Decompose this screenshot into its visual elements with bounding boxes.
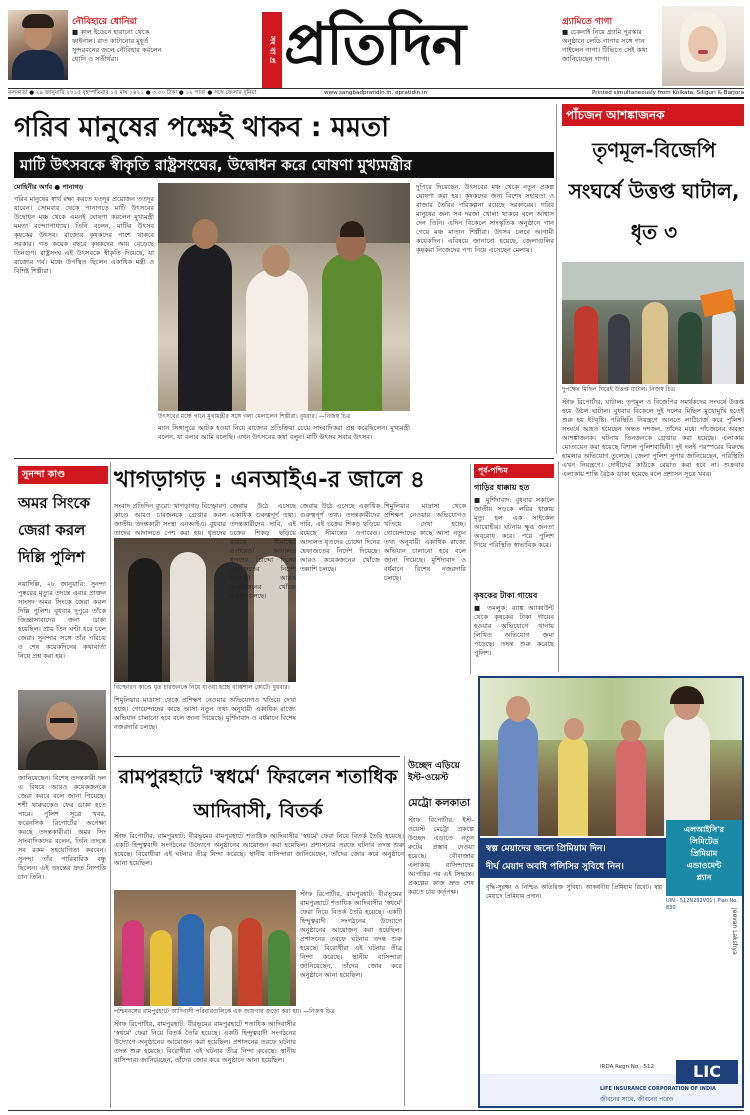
logo-badge-text: সং বা প্র bbox=[268, 36, 277, 64]
right-col-sep bbox=[558, 462, 559, 672]
right-lead-body: স্টাফ রিপোর্টার, ঘাটাল: তৃণমূল ও বিজেপির সমর্থকদের সংঘর্ষে উত্তপ্ত হয়ে উঠল ঘাটাল। বুধবার বিকেলে দুই দলের মিছিল মুখোমুখি হতেই শুরু হয় ইটবৃষ্টি। পরিস্থিতি নিয়ন্ত্রণে আনতে লাঠিচার্জ করে পুলিশ। সংঘর্ষে আহত হয়েছেন অন্তত দশজন, তাঁদের মধ্যে পাঁচজনের অবস্থা আশঙ্কাজনক। ঘটনায় তিনজনকে গ্রেপ্তার করা হয়েছে। এলাকায় মোতায়েন করা হয়েছে বিশাল পুলিশবাহিনী। দুই দলই পরস্পরের বিরুদ্ধে হামলার অভিযোগ তুলেছে। জেলা পুলিশ সুপার জানিয়েছেন, পরিস্থিতি এখন নিয়ন্ত্রণে। দোষীদের কাউকে রেয়াত করা হবে না। শুক্রবার এলাকায় শান্তি বৈঠক ডাকা হয়েছে বলে প্রশাসন সূত্রে খবর। bbox=[562, 398, 744, 478]
lic-logo-text: LIC bbox=[693, 1062, 721, 1081]
rampurhat-body-col2: স্টাফ রিপোর্টার, রামপুরহাট: বীরভূমের রামপুরহাটে শতাধিক আদিবাসীর 'স্বধর্মে' ফেরা নিয়ে বিতর্ক তৈরি হয়েছে। একটি হিন্দুত্ববাদী সংগঠনের উদ্যোগে অনুষ্ঠানের আয়োজন করা হয়েছিল। প্রশাসনের তরফে ঘটনার তদন্ত শুরু হয়েছে। বিরোধীরা এই ঘটনার তীব্র নিন্দা করেছে। স্থানীয় বাসিন্দারা জানিয়েছেন, তাঁদের জোর করে অনুষ্ঠানে আনা হয়েছিল। bbox=[300, 890, 402, 979]
left-promo-title[interactable]: নৌবিহারে ধোনিরা bbox=[72, 17, 138, 27]
purba-item2-title[interactable]: কৃষকের টাকা গায়েব bbox=[474, 591, 538, 600]
rampurhat-body: স্টাফ রিপোর্টার, রামপুরহাট: বীরভূমের রামপুরহাটে শতাধিক আদিবাসীর 'স্বধর্মে' ফেরা নিয়ে বিতর্ক তৈরি হয়েছে। একটি হিন্দুত্ববাদী সংগঠনের উদ্যোগে অনুষ্ঠানের আয়োজন করা হয়েছিল। প্রশাসনের তরফে ঘটনার তদন্ত শুরু হয়েছে। বিরোধীরা এই ঘটনার তীব্র নিন্দা করেছে। স্থানীয় বাসিন্দারা জানিয়েছেন, তাঁদের জোর করে অনুষ্ঠানে আনা হয়েছিল। bbox=[114, 832, 404, 867]
ad-photo bbox=[480, 678, 742, 836]
dateline: কলকাতা ● ২৯ জানুয়ারি ২০১৫ বৃহস্পতিবার ১৫ মাঘ ১৪২১ ● ৩.০০ টাকা ● ১২ পাতা ● সঙ্গে জেলার দুনিয়া bbox=[8, 90, 257, 96]
lic-name: LIFE INSURANCE CORPORATION OF INDIA bbox=[600, 1086, 716, 1092]
lead-body-left: গরিব মানুষের স্বার্থ রক্ষা করতে যতদূর প্রয়োজন ততদূর যাবেন। সোমবার থেকে পানাগড়ে মাটি উৎসবের উদ্বোধন মঞ্চ থেকে এমনই ঘোষণা করলেন মুখ্যমন্ত্রী মমতা বন্দ্যোপাধ্যায়। তিনি বলেন, মাটির উৎসব কৃষকের উৎসব। রাজ্যের কৃষকদের পাশে থাকবে সরকার। গত কয়েক বছরে কৃষকদের আয় বেড়েছে তিনগুণ। রাষ্ট্রসংঘ এই উৎসবকে স্বীকৃতি দিয়েছে, যা রাজ্যের গর্ব। মঞ্চে উপস্থিত ছিলেন একাধিক মন্ত্রী ও বিশিষ্ট শিল্পীরা। bbox=[14, 195, 154, 275]
metro-headline[interactable]: মেট্রো কলকাতা bbox=[408, 798, 470, 809]
lead-rule bbox=[14, 458, 554, 459]
gaga-photo[interactable] bbox=[662, 6, 744, 86]
logo-badge bbox=[262, 12, 282, 88]
masthead-rule bbox=[8, 97, 744, 99]
right-kicker[interactable]: পাঁচজন আশঙ্কাজনক bbox=[566, 108, 665, 122]
ad-badge-line5: প্ল্যান bbox=[696, 873, 712, 882]
khagragarh-body-col2: জেরায় উঠে এসেছে একাধিক গুরুত্বপূর্ণ তথ্য। তদন্তকারীদের দাবি, এই চক্রের শিকড় ছড়িয়ে রয়েছে সীমান্তের ওপারেও। আদালত ধৃতদের চোদ্দো দিনের হেফাজতের নির্দেশ দিয়েছে। আরও কয়েকজনের খোঁজে তল্লাশি চলছে। bbox=[300, 502, 380, 573]
amar-singh-photo[interactable] bbox=[18, 690, 106, 770]
ghatal-photo-caption: দুপক্ষের মিছিল ঘিরেই উত্তপ্ত ঘাটাল। নিজস্ব চিত্র bbox=[562, 386, 676, 393]
khagragarh-body-col3: শিমুলিয়ার মাদ্রাসা থেকে প্রশিক্ষণ নেওয়ার অভিযোগও খতিয়ে দেখা হচ্ছে। গোয়েন্দাদের কাছে আসা নতুন তথ্য অনুযায়ী একাধিক রাজ্যে অভিযান চালানো হবে বলে জানা গিয়েছে। মুর্শিদাবাদ ও বর্ধমানে বিশেষ নজরদারি চলছে। bbox=[384, 502, 466, 582]
purba-item2-body: ■ তমলুক: ব্যাঙ্ক অ্যাকাউন্ট থেকে কৃষকের টাকা গায়েব হওয়ার অভিযোগে থানায় লিখিত অভিযোগ জমা পড়েছে। তদন্ত শুরু করেছে পুলিশ। bbox=[474, 604, 554, 657]
website[interactable]: www.sangbadpratidin.in, epratidin.in bbox=[324, 90, 428, 96]
ad-badge-line3: প্রিমিয়াম bbox=[690, 849, 718, 858]
lead-subhead[interactable]: মাটি উৎসবকে স্বীকৃতি রাষ্ট্রসংঘের, উদ্বোধন করে ঘোষণা মুখ্যমন্ত্রীর bbox=[20, 156, 412, 174]
ad-uin: UIN - 512N292V01 | Plan No. 830 bbox=[666, 898, 738, 911]
lead-byline: মোহিনীর অর্ণব ● পানাগড় bbox=[14, 183, 84, 191]
rampurhat-headline[interactable]: রামপুরহাটে 'স্বধর্মে' ফিরলেন শতাধিক আদিবাসী, বিতর্ক bbox=[118, 766, 398, 822]
rampurhat-photo[interactable] bbox=[114, 890, 296, 1006]
purba-paschim-tag[interactable]: পূর্ব-পশ্চিম bbox=[478, 466, 508, 475]
left-promo-text: ■ কাল ইডেনে হারানো থেকে ফাইনাল। রাত কাটানোর মুহূর্ত সুন্দরবনের জলে নৌবিহার করলেন ধোনি ও সতীর্থরা। bbox=[72, 28, 162, 63]
lead-photo-caption: উৎসবের মঞ্চে গানে মুখ্যমন্ত্রীর সঙ্গে গলা মেলালেন শিল্পীরা। বুধবার। —নিজস্ব চিত্র bbox=[158, 413, 351, 420]
sunanda-headline[interactable]: অমর সিংকে জেরা করল দিল্লি পুলিশ bbox=[18, 494, 90, 566]
lead-body-right: দুপিরে দিয়েছেন, উৎসবের মঞ্চ থেকে নতুন প্রকল্প ঘোষণা করা হয়। কৃষকদের জন্য বিশেষ সহায়তা ও বাজার তৈরির পরিকল্পনা রয়েছে সরকারের। গরিব মানুষের জন্য সব দরজা খোলা থাকবে বলে আশ্বাস দেন তিনি। এদিন বিকেলে সাংস্কৃতিক অনুষ্ঠানে গান গেয়ে মঞ্চ মাতান শিল্পীরা। উৎসব চলবে আগামী কয়েকদিন। এবিষয়ে জানানো হয়েছে, জেলাগুলির কৃষকরা নিজেদের পণ্য নিয়ে এসেছেন মেলায়। bbox=[416, 183, 554, 254]
ad-badge-line2: লিমিটেড bbox=[689, 837, 719, 846]
khagragarh-caption: বিস্ফোরণ কাণ্ডে ধৃত চারজনকে নিয়ে যাওয়া হচ্ছে ব্যাঙ্কশাল কোর্টে। বুধবার। bbox=[114, 684, 290, 691]
khagragarh-body-b: জেরায় উঠে এসেছে একাধিক গুরুত্বপূর্ণ তথ্য। তদন্তকারীদের দাবি, এই চক্রের শিকড় ছড়িয়ে রয়েছে সীমান্তের ওপারেও। আদালত ধৃতদের চোদ্দো দিনের হেফাজতের নির্দেশ দিয়েছে। আরও কয়েকজনের খোঁজে তল্লাশি চলছে। bbox=[230, 502, 296, 600]
khagragarh-sep bbox=[470, 464, 471, 674]
logo[interactable]: প্রতিদিন bbox=[284, 10, 466, 78]
metro-kicker[interactable]: উচ্ছেদ এড়িয়ে ইস্ট-ওয়েস্ট bbox=[408, 761, 460, 783]
lic-logo bbox=[676, 1060, 738, 1084]
ad-badge-line4: এন্ডাওমেন্ট bbox=[686, 861, 722, 870]
left-col-sep bbox=[110, 462, 111, 1108]
dhoni-photo[interactable] bbox=[8, 10, 68, 80]
ad-irda: IRDA Regn No.: 512 bbox=[600, 1064, 655, 1070]
lic-tagline: জীবনের সাথে, জীবনের পরেও bbox=[600, 1096, 674, 1103]
purba-item1-title[interactable]: গাড়ির ধাক্কায় হত bbox=[474, 483, 530, 492]
ad-badge bbox=[666, 820, 742, 896]
page-bottom-rule bbox=[8, 1110, 744, 1111]
metro-body: স্টাফ রিপোর্টার: ইস্ট-ওয়েস্ট মেট্রো প্রকল্পে উচ্ছেদ এড়াতে নতুন রুটের প্রস্তাব দেওয়া হয়েছে। বৌবাজার এলাকায় বাসিন্দাদের আপত্তির পর এই সিদ্ধান্ত। প্রকল্পের কাজ দ্রুত শেষ করতে চায় কর্তৃপক্ষ। bbox=[408, 816, 474, 896]
lead-headline[interactable]: গরিব মানুষের পক্ষেই থাকব : মমতা bbox=[14, 112, 390, 143]
purba-item1-body: ■ মুর্শিদাবাদ: বুধবার সকালে জাতীয় সড়কে লরির ধাক্কায় মৃত্যু হল এক সাইকেল আরোহীর। ঘটনায় ক্ষুব্ধ জনতা অবরোধ করে। পরে পুলিশ গিয়ে পরিস্থিতি স্বাভাবিক করে। bbox=[474, 496, 554, 549]
right-headline[interactable]: তৃণমূল-বিজেপি সংঘর্ষে উত্তপ্ত ঘাটাল, ধৃত ৩ bbox=[568, 138, 740, 244]
rampurhat-body-lower: স্টাফ রিপোর্টার, রামপুরহাট: বীরভূমের রামপুরহাটে শতাধিক আদিবাসীর 'স্বধর্মে' ফেরা নিয়ে বিতর্ক তৈরি হয়েছে। একটি হিন্দুত্ববাদী সংগঠনের উদ্যোগে অনুষ্ঠানের আয়োজন করা হয়েছিল। প্রশাসনের তরফে ঘটনার তদন্ত শুরু হয়েছে। বিরোধীরা এই ঘটনার তীব্র নিন্দা করেছে। স্থানীয় বাসিন্দারা জানিয়েছেন, তাঁদের জোর করে অনুষ্ঠানে আনা হয়েছিল। bbox=[114, 1020, 296, 1064]
sunanda-tag[interactable]: সুনন্দা কাণ্ড bbox=[22, 469, 66, 480]
lead-photo[interactable] bbox=[158, 183, 410, 411]
lic-ad[interactable] bbox=[478, 676, 744, 1108]
printed-at: Printed simultaneously from Kolkata, Siliguri & Barjora bbox=[591, 90, 744, 96]
rampurhat-caption: পশ্চিমবঙ্গের রামপুরহাটে আদিবাসী পরিবারগুলিকে এক জায়গায় জড়ো করা হয়। —নিজস্ব চিত্র bbox=[114, 1008, 335, 1015]
mid-rule bbox=[114, 756, 400, 757]
khagragarh-body-a: সংবাদ প্রতিদিন ব্যুরো: খাগড়াগড় বিস্ফোরণ কাণ্ডে আরও চারজনকে গ্রেপ্তার করল জাতীয় তদন্তকারী সংস্থা এনআইএ। বুধবার তাদের আদালতে পেশ করা হয়। ধৃতদের bbox=[114, 502, 226, 537]
ad-tagline2: দীর্ঘ মেয়াদ অবধি পলিসির সুবিধে নিন। bbox=[486, 862, 624, 872]
sunanda-body-bottom: জানিয়েছেন। বিশেষ তদন্তকারী দল এ বিষয়ে আরও কয়েকজনকে জেরা করবে বলে জানা গিয়েছে। শশী থারুরকেও ফের ডাকা হতে পারে। পুলিশ সূত্রে খবর, ফরেনসিক রিপোর্টের অপেক্ষা করছে তদন্তকারীরা। অমর সিং সাংবাদিকদের বলেন, তিনি তদন্তে সব রকম সহযোগিতা করবেন। সুনন্দা তাঁর পারিবারিক বন্ধু ছিলেন। এই তদন্তের দ্রুত নিষ্পত্তি চান তিনি। bbox=[18, 774, 106, 881]
sunanda-body-top: নয়াদিল্লি, ২৮ জানুয়ারি: সুনন্দা পুষ্করের মৃত্যুর তদন্তে এবার প্রাক্তন সাংসদ অমর সিংকে জেরা করল দিল্লি পুলিশ। বুধবার দুপুরে তাঁকে জিজ্ঞাসাবাদের জন্য ডাকা হয়েছিল। প্রায় তিন ঘণ্টা ধরে চলে জেরা। সুনন্দার সঙ্গে তাঁর পরিচয় ও শেষ কয়েকদিনের কথাবার্তা নিয়ে প্রশ্ন করা হয়। bbox=[18, 580, 106, 660]
right-promo-title[interactable]: গ্র্যামিতে গাগা bbox=[562, 17, 613, 27]
ad-badge-line1: এলআইসি'র bbox=[684, 825, 724, 834]
khagragarh-headline[interactable]: খাগড়াগড় : এনআইএ-র জালে ৪ bbox=[114, 467, 425, 493]
ad-tagline1: স্বল্প মেয়াদের জন্যে প্রিমিয়াম দিন। bbox=[486, 844, 606, 854]
right-promo-text: ■ চেকনাই নিয়ে গ্র্যামি পুরস্কার অনুষ্ঠানে লেডি গাগার সঙ্গে গান গাইলেন গাগা। টিভিতে সেই কথা জানিয়েছেন গাগা। bbox=[562, 28, 648, 63]
ad-bullets: বৃদ্ধি-সুরক্ষা ও নিশ্চিত অতিরিক্ত সুবিধা। আকর্ষণীয় প্রিমিয়াম রিবেট। স্বল্প মেয়াদে প্রিমিয়াম প্রদান। bbox=[486, 884, 662, 900]
rampurhat-sep bbox=[404, 756, 405, 1106]
lead-col-sep bbox=[556, 104, 557, 454]
ghatal-photo[interactable] bbox=[562, 262, 744, 384]
masthead bbox=[0, 0, 750, 95]
khagragarh-body-c: শিমুলিয়ার মাদ্রাসা থেকে প্রশিক্ষণ নেওয়ার অভিযোগও খতিয়ে দেখা হচ্ছে। গোয়েন্দাদের কাছে আসা নতুন তথ্য অনুযায়ী একাধিক রাজ্যে অভিযান চালানো হবে বলে জানা গিয়েছে। মুর্শিদাবাদ ও বর্ধমানে বিশেষ নজরদারি চলছে। bbox=[114, 696, 296, 731]
ad-side-text: Jeevan Lakshya bbox=[731, 908, 738, 955]
lead-body-under: ম্যান সিঙ্গাপুরে আটক হওয়া নিয়ে রাজ্যের প্রতিক্রিয়া চেয়ে সাংবাদিকরা প্রশ্ন করেছিলেন। মুখ্যমন্ত্রী বলেন, যা বলার আমি বলেছি। এখন উৎসবের কথা বলুন। মাটি উৎসব সবার উৎসব। bbox=[158, 424, 410, 441]
